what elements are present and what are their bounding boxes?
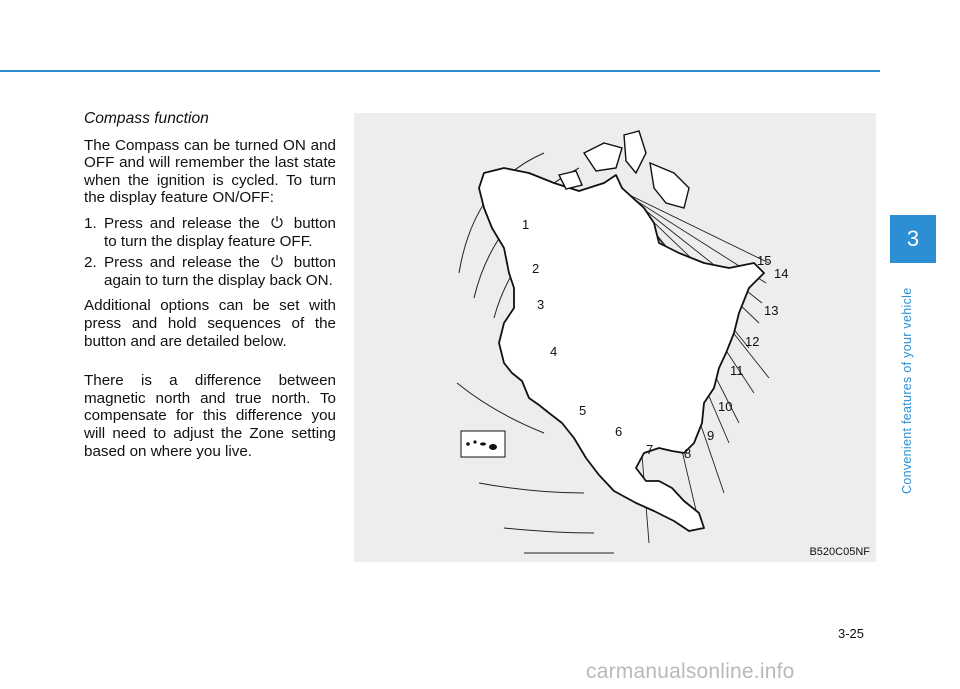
step-item-2	[84, 254, 336, 289]
options-paragraph: Additional options can be set with press and hold sequences of the button and are detailed below.	[84, 297, 336, 350]
step-text-post: button to turn the display feature OFF.	[104, 214, 336, 250]
zone-label: 13	[764, 303, 779, 318]
section-heading: Compass function	[84, 110, 209, 127]
difference-paragraph: There is a difference between magnetic north and true north. To compensate for this difference you will need to adjust the Zone setting based on where you live.	[84, 372, 336, 460]
step-text-pre: Press and release the	[104, 254, 260, 272]
compass-zone-map	[354, 113, 876, 562]
top-rule	[0, 70, 880, 72]
chapter-tab: 3	[890, 215, 936, 263]
zone-label: 5	[579, 403, 587, 418]
step-text-pre: Press and release the	[104, 214, 260, 232]
intro-paragraph: The Compass can be turned ON and OFF and will remember the last state when the ignition is cycled. To turn the display feature ON/OFF:	[84, 136, 336, 207]
step-item-1	[84, 215, 336, 250]
page-number: 3-25	[838, 626, 865, 641]
figure-id: B520C05NF	[809, 546, 870, 558]
zone-label: 11	[730, 363, 744, 378]
chapter-title	[898, 268, 922, 500]
zone-map-svg	[354, 113, 876, 562]
zone-label: 6	[615, 424, 623, 439]
chapter-title-text: Convenient features of your vehicle	[900, 287, 914, 494]
zone-label: 15	[757, 253, 772, 268]
zone-label: 1	[522, 217, 530, 232]
zone-label: 8	[684, 446, 692, 461]
watermark: carmanualsonline.info	[586, 660, 795, 683]
compass-section	[84, 110, 336, 468]
zone-label: 2	[532, 261, 540, 276]
zone-label: 9	[707, 428, 715, 443]
power-icon	[269, 215, 285, 229]
step-number: 1.	[84, 214, 97, 232]
zone-label: 14	[774, 266, 789, 281]
zone-label: 10	[718, 399, 733, 414]
zone-label: 7	[646, 442, 654, 457]
zone-label: 4	[550, 344, 558, 359]
power-icon	[269, 254, 285, 268]
steps-list	[84, 215, 336, 289]
zone-label: 12	[745, 334, 760, 349]
step-number: 2.	[84, 254, 97, 272]
zone-label: 3	[537, 297, 545, 312]
step-text-post: button again to turn the display back ON.	[104, 254, 336, 289]
